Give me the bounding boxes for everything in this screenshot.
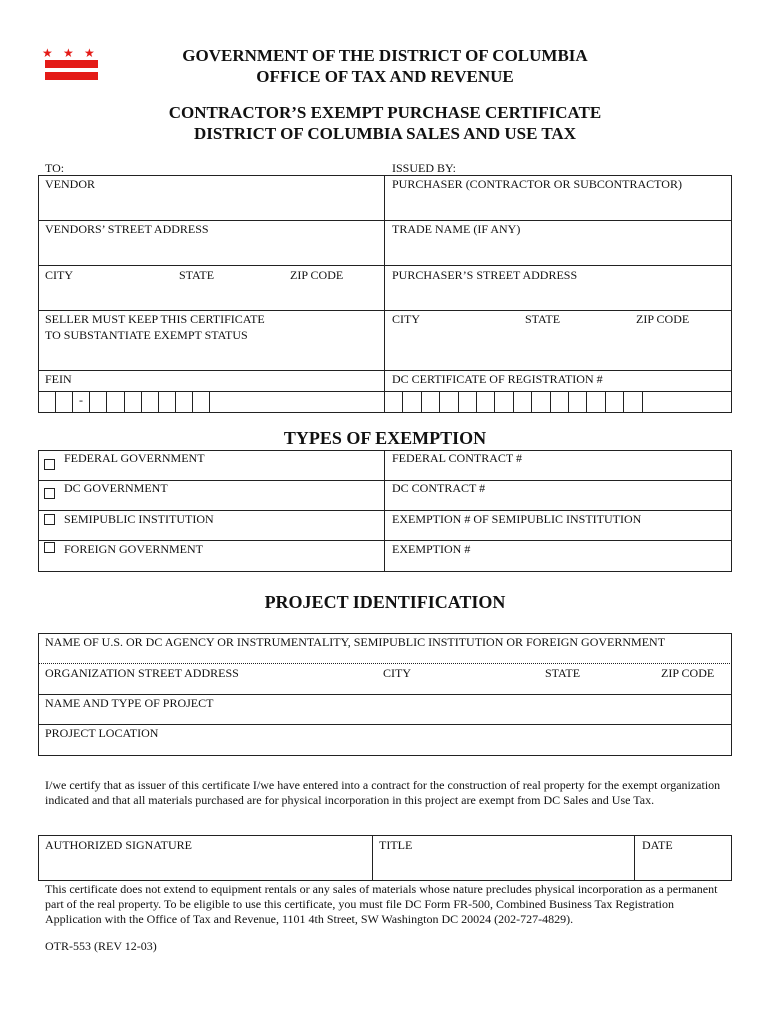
cell-divider bbox=[106, 391, 107, 413]
gov-title: GOVERNMENT OF THE DISTRICT OF COLUMBIA bbox=[182, 46, 588, 65]
dc-contract-field[interactable]: DC CONTRACT # bbox=[392, 481, 486, 495]
purchaser-address-field[interactable]: PURCHASER’S STREET ADDRESS bbox=[392, 268, 578, 282]
project-heading: PROJECT IDENTIFICATION bbox=[264, 592, 506, 612]
cell-divider bbox=[623, 391, 624, 413]
exemption-heading: TYPES OF EXEMPTION bbox=[283, 428, 487, 448]
purchaser-zip-field[interactable]: ZIP CODE bbox=[636, 312, 690, 326]
org-state-field[interactable]: STATE bbox=[545, 666, 581, 680]
trade-name-field[interactable]: TRADE NAME (IF ANY) bbox=[392, 222, 521, 236]
exemption-type: SEMIPUBLIC INSTITUTION bbox=[64, 512, 214, 526]
cell-divider bbox=[89, 391, 90, 413]
certificate-title: CONTRACTOR’S EXEMPT PURCHASE CERTIFICATE bbox=[168, 103, 602, 122]
dc-cert-label: DC CERTIFICATE OF REGISTRATION # bbox=[392, 372, 603, 386]
purchaser-state-field[interactable]: STATE bbox=[525, 312, 561, 326]
cell-divider bbox=[476, 391, 477, 413]
cell-divider bbox=[72, 391, 73, 413]
org-zip-field[interactable]: ZIP CODE bbox=[661, 666, 715, 680]
dc-checkbox[interactable] bbox=[44, 488, 55, 499]
cell-divider bbox=[605, 391, 606, 413]
certification-text: I/we certify that as issuer of this certificate I/we have entered into a contract for the construction of real property for the exempt organization indicated and that all materials purchased are for physical incorporation in this project are exempt from DC Sales and Use Tax. bbox=[45, 778, 721, 807]
fein-label: FEIN bbox=[45, 372, 72, 386]
vendor-state-field[interactable]: STATE bbox=[179, 268, 215, 282]
org-city-field[interactable]: CITY bbox=[383, 666, 411, 680]
vendor-field[interactable]: VENDOR bbox=[45, 177, 95, 191]
cell-divider bbox=[642, 391, 643, 413]
semipublic-exemption-field[interactable]: EXEMPTION # OF SEMIPUBLIC INSTITUTION bbox=[392, 512, 642, 526]
cell-divider bbox=[402, 391, 403, 413]
issued-by-label: ISSUED BY: bbox=[392, 161, 456, 175]
cell-divider bbox=[158, 391, 159, 413]
exemption-type: FOREIGN GOVERNMENT bbox=[64, 542, 203, 556]
cell-divider bbox=[124, 391, 125, 413]
vendor-address-field[interactable]: VENDORS’ STREET ADDRESS bbox=[45, 222, 209, 236]
cell-divider bbox=[568, 391, 569, 413]
cell-divider bbox=[531, 391, 532, 413]
project-name-field[interactable]: NAME AND TYPE OF PROJECT bbox=[45, 696, 214, 710]
title-field[interactable]: TITLE bbox=[379, 838, 413, 852]
vendor-zip-field[interactable]: ZIP CODE bbox=[290, 268, 344, 282]
agency-name-field[interactable]: NAME OF U.S. OR DC AGENCY OR INSTRUMENTALITY, SEMIPUBLIC INSTITUTION OR FOREIGN GOVERNMENT bbox=[45, 635, 666, 649]
vendor-city-field[interactable]: CITY bbox=[45, 268, 73, 282]
foreign-exemption-field[interactable]: EXEMPTION # bbox=[392, 542, 471, 556]
project-location-field[interactable]: PROJECT LOCATION bbox=[45, 726, 159, 740]
star-icon: ★ bbox=[42, 46, 53, 60]
signature-field[interactable]: AUTHORIZED SIGNATURE bbox=[45, 838, 192, 852]
cell-divider bbox=[55, 391, 56, 413]
cell-divider bbox=[586, 391, 587, 413]
semipublic-checkbox[interactable] bbox=[44, 514, 55, 525]
cell-divider bbox=[209, 391, 210, 413]
footer-note: This certificate does not extend to equipment rentals or any sales of materials whose nature precludes physical incorporation as a permanent part of the real property. To be eligible to use this certificate, you must file DC Form FR-500, Combined Business Tax Registration Application with the Office of Tax and Revenue, 1101 4th Street, SW Washington DC 20024 (202-727-4829). bbox=[45, 882, 718, 926]
org-address-field[interactable]: ORGANIZATION STREET ADDRESS bbox=[45, 666, 239, 680]
cell-divider bbox=[513, 391, 514, 413]
fein-dash: - bbox=[79, 393, 83, 407]
star-icon: ★ bbox=[84, 46, 95, 60]
cell-divider bbox=[175, 391, 176, 413]
form-id: OTR-553 (REV 12-03) bbox=[45, 939, 157, 953]
office-title: OFFICE OF TAX AND REVENUE bbox=[256, 67, 514, 86]
cell-divider bbox=[494, 391, 495, 413]
tax-title: DISTRICT OF COLUMBIA SALES AND USE TAX bbox=[194, 124, 576, 143]
purchaser-city-field[interactable]: CITY bbox=[392, 312, 420, 326]
federal-checkbox[interactable] bbox=[44, 459, 55, 470]
exemption-type: FEDERAL GOVERNMENT bbox=[64, 451, 205, 465]
foreign-checkbox[interactable] bbox=[44, 542, 55, 553]
cell-divider bbox=[192, 391, 193, 413]
seller-note-1: SELLER MUST KEEP THIS CERTIFICATE bbox=[45, 312, 265, 326]
cell-divider bbox=[141, 391, 142, 413]
to-label: TO: bbox=[45, 161, 65, 175]
purchaser-field[interactable]: PURCHASER (CONTRACTOR OR SUBCONTRACTOR) bbox=[392, 177, 682, 191]
cell-divider bbox=[439, 391, 440, 413]
exemption-type: DC GOVERNMENT bbox=[64, 481, 168, 495]
star-icon: ★ bbox=[63, 46, 74, 60]
cell-divider bbox=[421, 391, 422, 413]
cell-divider bbox=[550, 391, 551, 413]
cell-divider bbox=[458, 391, 459, 413]
seller-note-2: TO SUBSTANTIATE EXEMPT STATUS bbox=[45, 328, 248, 342]
date-field[interactable]: DATE bbox=[642, 838, 673, 852]
federal-contract-field[interactable]: FEDERAL CONTRACT # bbox=[392, 451, 523, 465]
